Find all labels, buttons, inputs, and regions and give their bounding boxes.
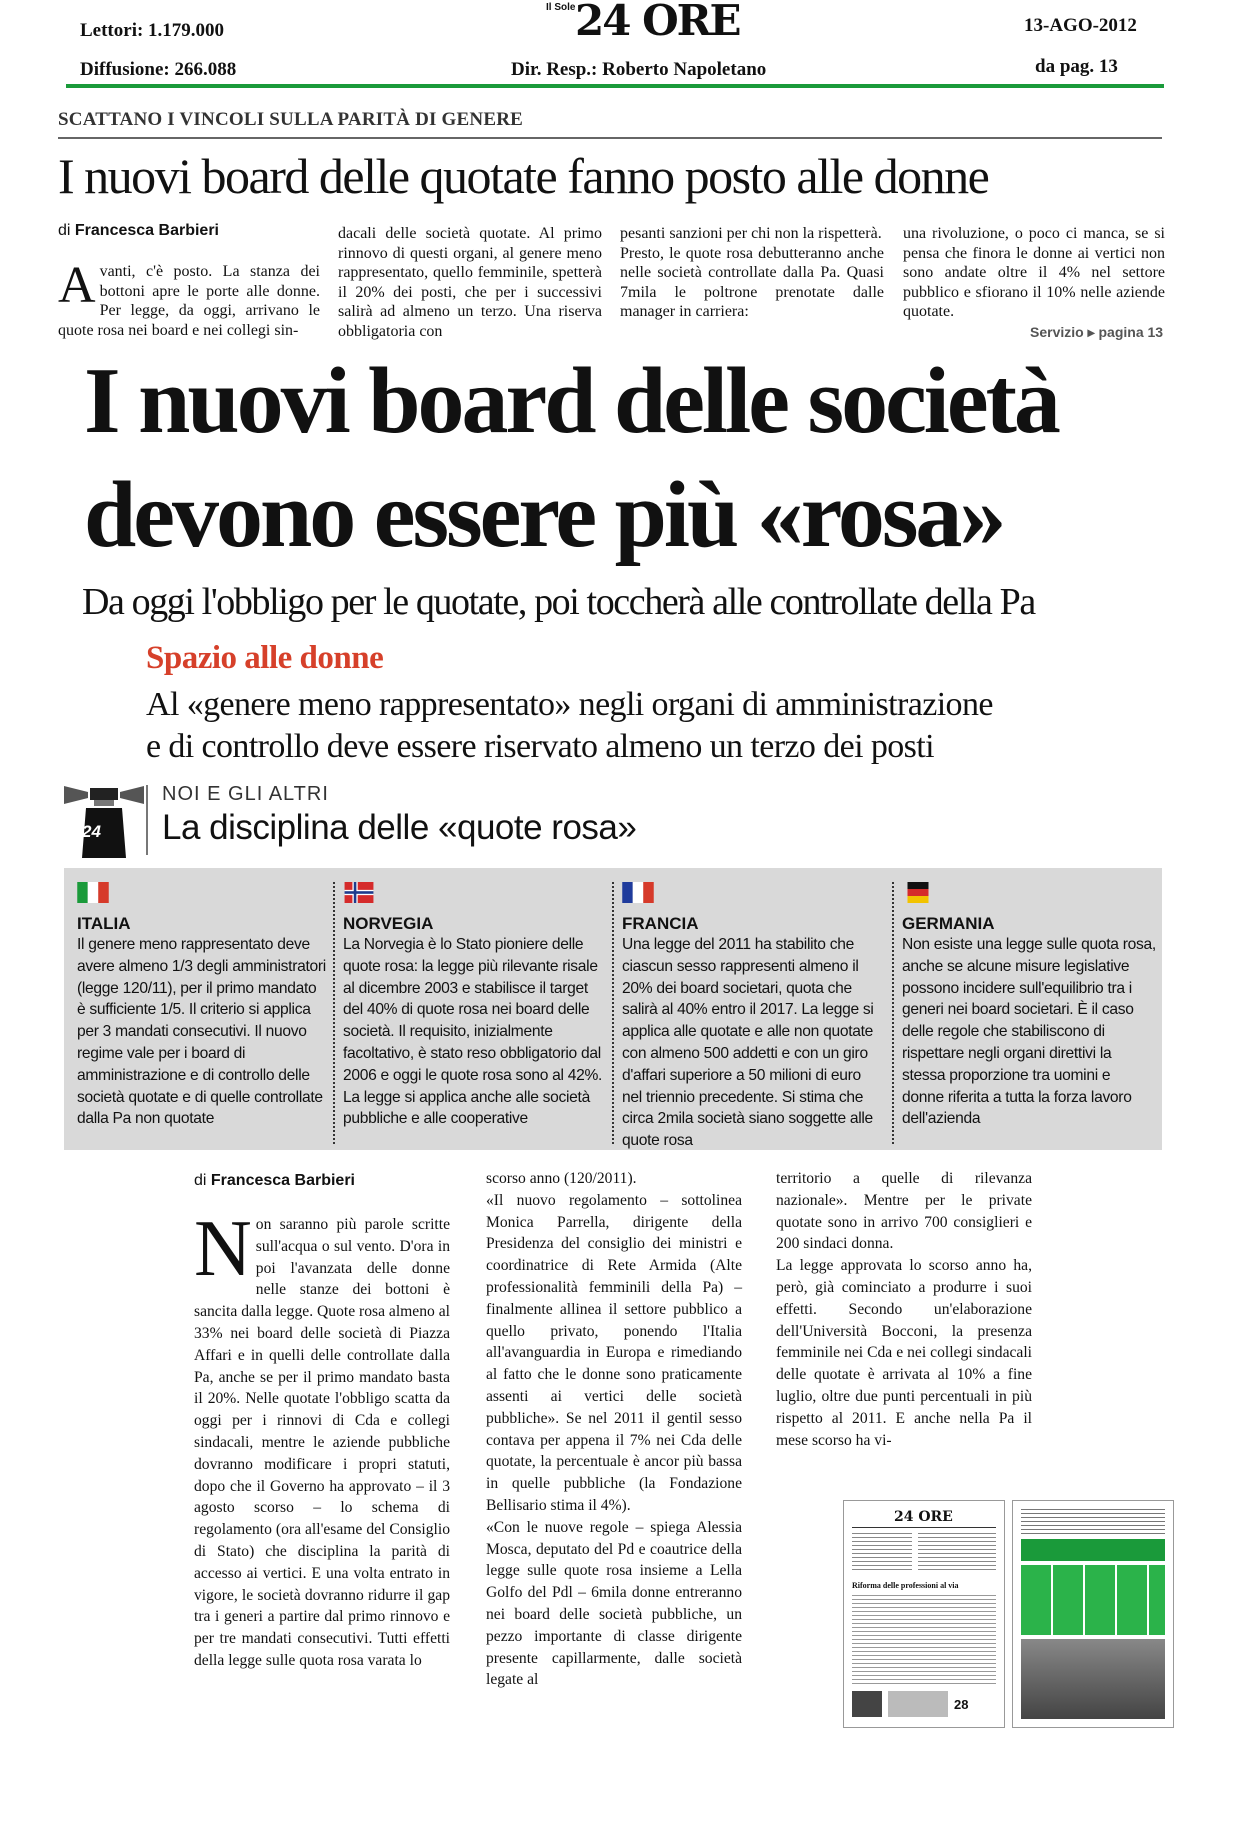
article-subhead: Da oggi l'obbligo per le quotate, poi toccherà alle controllate della Pa <box>82 581 1035 623</box>
article-headline-line1: I nuovi board delle società <box>84 349 1058 453</box>
country-germania <box>902 914 1156 1130</box>
deck-line-2: e di controllo deve essere riservato almeno un terzo dei posti <box>146 728 934 765</box>
dir-resp: Dir. Resp.: Roberto Napoletano <box>511 59 767 80</box>
byline-prefix: di <box>58 222 71 239</box>
article-byline <box>194 1172 355 1190</box>
panel-divider <box>612 882 614 1144</box>
drop-cap: N <box>194 1205 252 1293</box>
header-rule <box>66 84 1164 88</box>
front-col-4: una rivoluzione, o poco ci manca, se si pensa che finora le donne ai vertici non sono andate oltre il 4% nel settore pubblico e sfiorano il 10% nelle aziende quotate. <box>903 225 1165 321</box>
country-name: GERMANIA <box>902 914 995 933</box>
country-francia <box>622 914 884 1152</box>
page-thumbnail-1[interactable] <box>843 1500 1005 1728</box>
newspaper-logo: 24 ORE <box>575 0 740 45</box>
country-text: Il genere meno rappresentato deve avere almeno 1/3 degli amministratori (legge 120/11), per il primo mandato è sufficiente 1/5. Il criterio si applica per 3 mandati consecutivi. Il nuovo regime vale per i board di amministrazione e di controllo delle società quotate e di quelle controllate dalla Pa non quotate <box>77 936 326 1128</box>
front-headline: I nuovi board delle quotate fanno posto alle donne <box>58 148 989 204</box>
byline-author: Francesca Barbieri <box>74 222 219 239</box>
country-text: Non esiste una legge sulle quota rosa, anche se alcune misure legislative possono incidere sull'equilibrio tra i generi nei board societari. È il caso delle regole che stabiliscono di rispettare negli organi direttivi la stessa proporzione tra uomini e donne riferita a tutta la forza lavoro dell'azienda <box>902 936 1156 1128</box>
country-name: ITALIA <box>77 914 131 933</box>
icon-number: 24 <box>82 822 101 841</box>
body-col-1 <box>194 1205 450 1672</box>
thumb-page-number: 28 <box>954 1697 969 1712</box>
norway-flag-icon <box>343 882 375 903</box>
panel-divider <box>892 882 894 1144</box>
lettori: Lettori: 1.179.000 <box>80 20 225 41</box>
country-name: FRANCIA <box>622 914 699 933</box>
country-name: NORVEGIA <box>343 914 434 933</box>
box-header-divider <box>146 785 148 855</box>
body-col-1-text: on saranno più parole scritte sull'acqua o sul vento. D'ora in poi l'avanzata delle donne nelle stanze dei bottoni è sancita dalla legge. Quote rosa almeno al 33% nei board delle società di Piazza Affari e in quelli delle controllate dalla Pa, anche se per il primo mandato basta il 20%. Nelle quotate l'obbligo scatta da oggi per i rinnovi di Cda e collegi sindacali, mentre le aziende pubbliche dovranno modificare i propri statuti, dopo che il Governo ha approvato – il 3 agosto scorso – lo schema di regolamento (ora all'esame del Consiglio di Stato) che disciplina la parità di accesso ai vertici. E una volta entrato in vigore, le società dovranno ridurre il gap tra i generi a partire dal primo rinnovo e per tre mandati consecutivi. Tutti effetti della legge sulle quota rosa varata lo <box>194 1216 450 1669</box>
box-title: La disciplina delle «quote rosa» <box>162 808 637 847</box>
byline-prefix: di <box>194 1172 207 1189</box>
front-byline <box>58 222 219 240</box>
box-overline: NOI E GLI ALTRI <box>162 783 329 805</box>
italy-flag-icon <box>77 882 109 903</box>
front-col-3: pesanti sanzioni per chi non la rispetterà. Presto, le quote rosa debutteranno anche nelle società controllate dalla Pa. Quasi 7mila le poltrone prenotate dalle manager in carriera: <box>620 225 884 321</box>
country-text: La Norvegia è lo Stato pioniere delle quote rosa: la legge più rilevante risale al dicembre 2003 e stabilisce il target del 40% di quote rosa nei board delle società. Il requisito, inizialmente facoltativo, è stato reso obbligatorio dal 2006 e oggi le quote rosa sono al 42%. La legge si applica anche alle società pubbliche e alle cooperative <box>343 936 603 1128</box>
page-thumbnail-2[interactable] <box>1012 1500 1174 1728</box>
lighthouse-icon <box>64 778 144 858</box>
thumb-headline: Riforma delle professioni al via <box>852 1581 959 1590</box>
servizio-link[interactable]: Servizio ▸ pagina 13 <box>1030 324 1164 340</box>
page-ref: da pag. 13 <box>1035 56 1118 77</box>
kicker: SCATTANO I VINCOLI SULLA PARITÀ DI GENERE <box>58 109 523 130</box>
body-col-2: scorso anno (120/2011). «Il nuovo regolamento – sottolinea Monica Parrella, dirigente della Presidenza del consiglio dei ministri e coordinatrice di Rete Armida (Alte professionalità femminili della Pa) – finalmente allinea il settore pubblico a quello privato, ponendo l'Italia all'avanguardia in Europa e rimediando al fatto che le donne sono praticamente assenti ai vertici delle società pubbliche». Se nel 2011 il gentil sesso contava per appena il 7% nei Cda delle quotate, la percentuale è ancor più bassa in quelle pubbliche (la Fondazione Bellisario stima il 4%). «Con le nuove regole – spiega Alessia Mosca, deputato del Pd e coautrice della legge sulle quote rosa insieme a Lella Golfo del Pdl – 6mila donne entreranno nei board delle società pubbliche, un pezzo importante di classe dirigente presente capillarmente, dalle società legate al <box>486 1170 742 1689</box>
country-text: Una legge del 2011 ha stabilito che ciascun sesso rappresenti almeno il 20% dei board societari, quota che salirà al 40% entro il 2017. La legge si applica alle quotate e alle non quotate con almeno 500 addetti e con un giro d'affari superiore a 50 milioni di euro nel triennio precedente. Si stima che circa 2mila società siano soggette alle quote rosa <box>622 936 874 1150</box>
thumb-logo: 24 ORE <box>894 1509 953 1525</box>
byline-author: Francesca Barbieri <box>210 1172 355 1189</box>
country-norvegia <box>343 914 605 1130</box>
deck-line-1: Al «genere meno rappresentato» negli organi di amministrazione <box>146 686 993 723</box>
front-col-2: dacali delle società quotate. Al primo rinnovo di questi organi, al genere meno rappresentato, quello femminile, spetterà il 20% dei posti, che per i successivi salirà ad almeno un terzo. Una riserva obbligatoria con <box>338 225 602 340</box>
kicker-rule <box>58 137 1162 139</box>
country-italia <box>77 914 327 1130</box>
body-col-3: territorio a quelle di rilevanza nazionale». Mentre per le private quotate sono in arrivo 700 consiglieri e 200 sindaci donna. La legge approvata lo scorso anno ha, però, già cominciato a produrre i suoi effetti. Secondo un'elaborazione dell'Università Bocconi, la presenza femminile nei Cda e nei collegi sindacali delle quotate è arrivata al 10% a fine luglio, oltre due punti percentuali in più rispetto al 2011. E anche nella Pa il mese scorso ha vi- <box>776 1170 1032 1449</box>
france-flag-icon <box>622 882 654 903</box>
panel-divider <box>333 882 335 1144</box>
diffusione: Diffusione: 266.088 <box>80 59 237 80</box>
front-col-1 <box>58 257 320 340</box>
logo-small-text: Il Sole <box>546 2 576 13</box>
date: 13-AGO-2012 <box>1024 15 1137 36</box>
article-headline-line2: devono essere più «rosa» <box>84 463 1004 567</box>
germany-flag-icon <box>902 882 934 903</box>
red-label: Spazio alle donne <box>146 640 384 676</box>
drop-cap: A <box>58 257 96 314</box>
front-col-1-text: vanti, c'è posto. La stanza dei bottoni apre le porte alle donne. Per legge, da oggi, arrivano le quote rosa nei board e nei collegi sin- <box>58 263 320 339</box>
